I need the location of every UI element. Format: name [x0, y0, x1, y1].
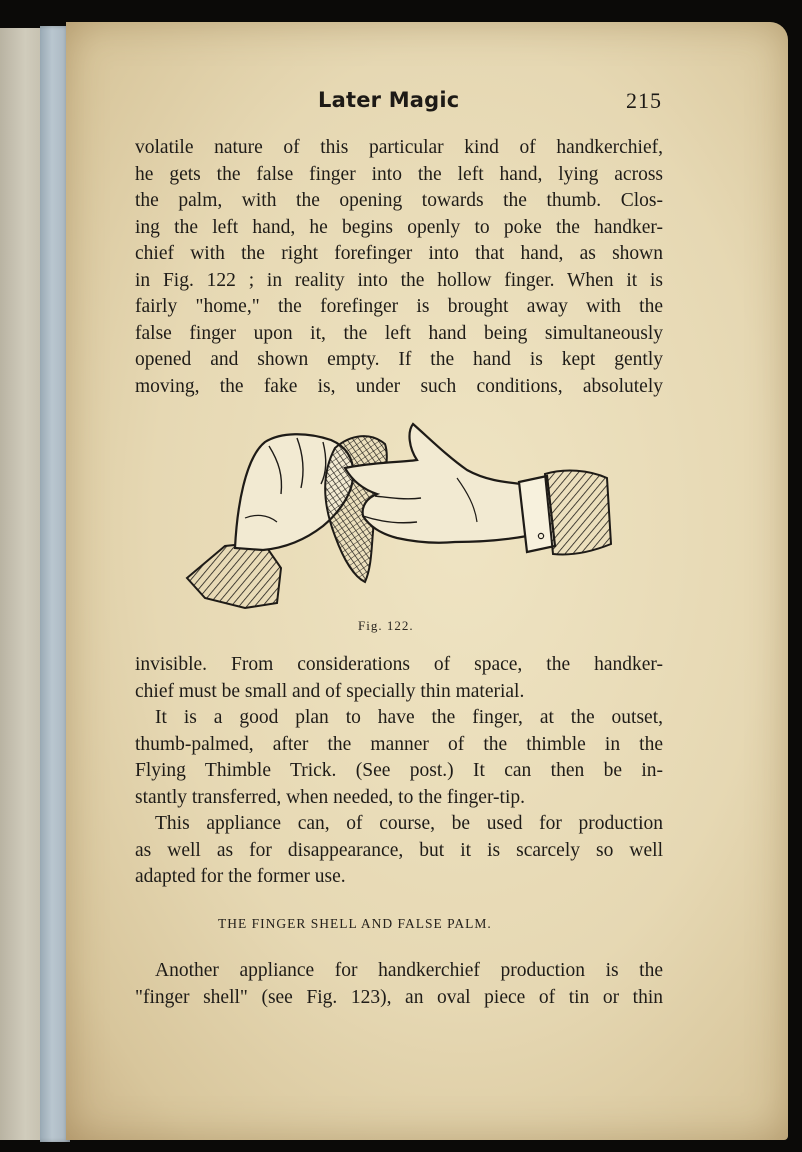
section-heading: THE FINGER SHELL AND FALSE PALM. [218, 916, 492, 931]
text-line: chief with the right forefinger into that hand, as shown [135, 243, 663, 264]
text-line: adapted for the former use. [135, 866, 346, 887]
paragraph-1 [135, 135, 663, 400]
page-number: 215 [626, 88, 662, 113]
text-line: thumb-palmed, after the manner of the thimble in the [135, 733, 663, 755]
text-line: opened and shown empty. If the hand is kept gently [135, 349, 663, 370]
text-line: stantly transferred, when needed, to the finger-tip. [135, 786, 526, 808]
text-line: the palm, with the opening towards the thumb. Clos- [135, 190, 663, 211]
text-line: It is a good plan to have the finger, at the outset, [155, 707, 663, 728]
header-title: Later Magic [318, 88, 460, 112]
text-line: moving, the fake is, under such conditions, absolutely [135, 375, 663, 397]
facing-page-edge [0, 28, 42, 1140]
text-line: ing the left hand, he begins openly to poke the handker- [135, 216, 663, 238]
text-line: false finger upon it, the left hand being simultaneously [135, 322, 663, 344]
text-line: "finger shell" (see Fig. 123), an oval piece of tin or thin [135, 986, 663, 1008]
hands-illustration [185, 418, 615, 613]
running-head [66, 88, 788, 118]
text-line: chief must be small and of specially thin material. [135, 680, 525, 702]
text-line: volatile nature of this particular kind of handkerchief, [135, 137, 663, 158]
text-line: in Fig. 122 ; in reality into the hollow finger. When it is [135, 269, 663, 291]
text-line: as well as for disappearance, but it is scarcely so well [135, 839, 663, 861]
text-line: Another appliance for handkerchief production is the [155, 960, 663, 981]
text-line: invisible. From considerations of space, the handker- [135, 654, 663, 675]
figure-caption: Fig. 122. [358, 618, 414, 633]
text-line: Flying Thimble Trick. (See post.) It can then be in- [135, 760, 663, 781]
paragraph-3 [135, 958, 663, 1011]
paragraph-2 [135, 652, 663, 891]
text-line: This appliance can, of course, be used for production [155, 813, 663, 834]
text-line: he gets the false finger into the left hand, lying across [135, 163, 663, 185]
text-line: fairly "home," the forefinger is brought away with the [135, 296, 663, 317]
